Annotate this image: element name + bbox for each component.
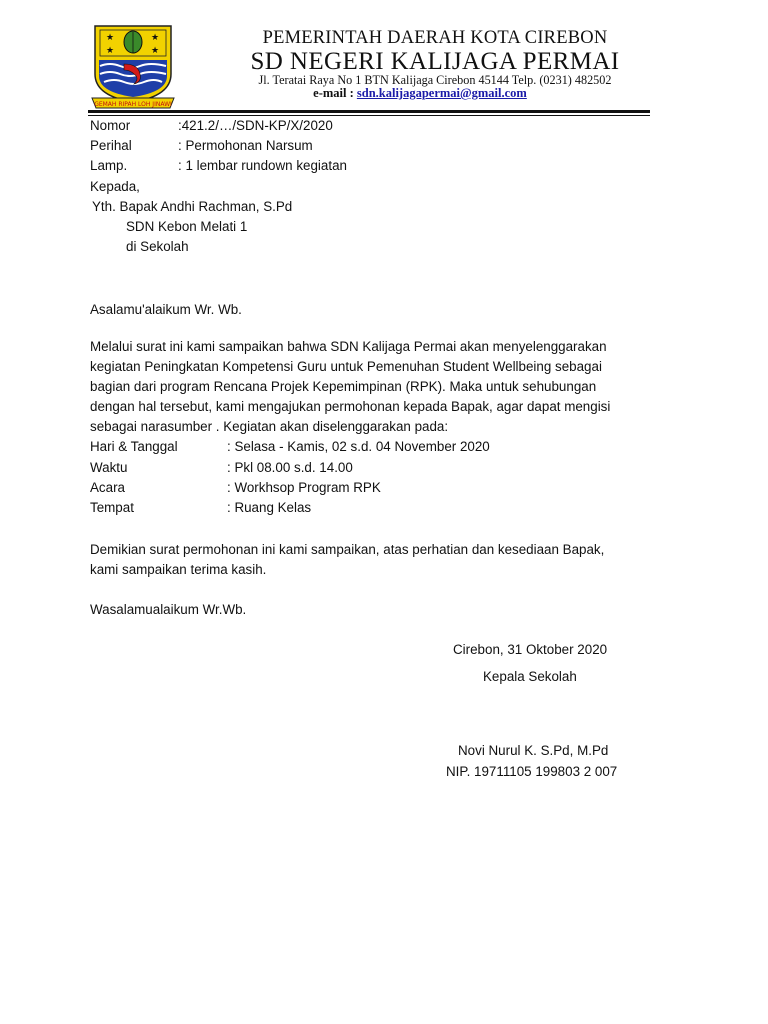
- school-address: Jl. Teratai Raya No 1 BTN Kalijaga Cirebon 45144 Telp. (0231) 482502: [258, 73, 612, 87]
- school-name: SD NEGERI KALIJAGA PERMAI: [250, 48, 620, 75]
- recipient-to: Kepada,: [90, 179, 140, 194]
- detail-label-event: Acara: [90, 480, 125, 495]
- detail-value-place: : Ruang Kelas: [227, 500, 312, 515]
- signature-position: Kepala Sekolah: [483, 669, 577, 684]
- nomor-value: :421.2/…/SDN-KP/X/2020: [178, 118, 333, 133]
- detail-label-time: Waktu: [90, 460, 128, 475]
- body-line: kegiatan Peningkatan Kompetensi Guru untuk Pemenuhan Student Wellbeing sebagai: [90, 359, 602, 374]
- signature-name: Novi Nurul K. S.Pd, M.Pd: [458, 743, 609, 758]
- perihal-value: : Permohonan Narsum: [178, 138, 313, 153]
- letterhead-rule-thin: [88, 115, 650, 116]
- closing-line: Demikian surat permohonan ini kami sampaikan, atas perhatian dan kesediaan Bapak,: [90, 542, 605, 557]
- letterhead-rule-thick: [88, 110, 650, 113]
- nomor-label: Nomor: [90, 118, 131, 133]
- svg-text:★: ★: [151, 46, 160, 56]
- body-line: bagian dari program Rencana Projek Kepemimpinan (RPK). Maka untuk sehubungan: [90, 379, 597, 394]
- logo-motto: GEMAH RIPAH LOH JINAWI: [94, 101, 172, 108]
- svg-text:★: ★: [106, 33, 115, 43]
- detail-value-event: : Workhsop Program RPK: [227, 480, 381, 495]
- svg-text:★: ★: [106, 46, 115, 56]
- detail-label-date: Hari & Tanggal: [90, 439, 178, 454]
- lamp-label: Lamp.: [90, 158, 128, 173]
- email-link[interactable]: sdn.kalijagapermai@gmail.com: [356, 86, 527, 100]
- detail-label-place: Tempat: [90, 500, 134, 515]
- body-line: sebagai narasumber . Kegiatan akan diselenggarakan pada:: [90, 419, 449, 434]
- body-line: Melalui surat ini kami sampaikan bahwa SDN Kalijaga Permai akan menyelenggarakan: [90, 339, 607, 354]
- detail-value-date: : Selasa - Kamis, 02 s.d. 04 November 2020: [227, 439, 490, 454]
- recipient-name: Yth. Bapak Andhi Rachman, S.Pd: [92, 199, 293, 214]
- body-line: dengan hal tersebut, kami mengajukan permohonan kepada Bapak, agar dapat mengisi: [90, 399, 611, 414]
- farewell: Wasalamualaikum Wr.Wb.: [90, 602, 247, 617]
- detail-value-time: : Pkl 08.00 s.d. 14.00: [227, 460, 353, 475]
- government-name: PEMERINTAH DAERAH KOTA CIREBON: [262, 28, 608, 48]
- svg-text:★: ★: [151, 33, 160, 43]
- perihal-label: Perihal: [90, 138, 132, 153]
- lamp-value: : 1 lembar rundown kegiatan: [178, 158, 347, 173]
- salutation: Asalamu'alaikum Wr. Wb.: [90, 302, 242, 317]
- recipient-org: SDN Kebon Melati 1: [126, 219, 248, 234]
- email-label: e-mail :: [313, 86, 354, 100]
- closing-line: kami sampaikan terima kasih.: [90, 562, 267, 577]
- email-line: [0, 86, 768, 101]
- signature-nip: NIP. 19711105 199803 2 007: [446, 764, 618, 779]
- signature-place-date: Cirebon, 31 Oktober 2020: [453, 642, 608, 657]
- recipient-place: di Sekolah: [126, 239, 189, 254]
